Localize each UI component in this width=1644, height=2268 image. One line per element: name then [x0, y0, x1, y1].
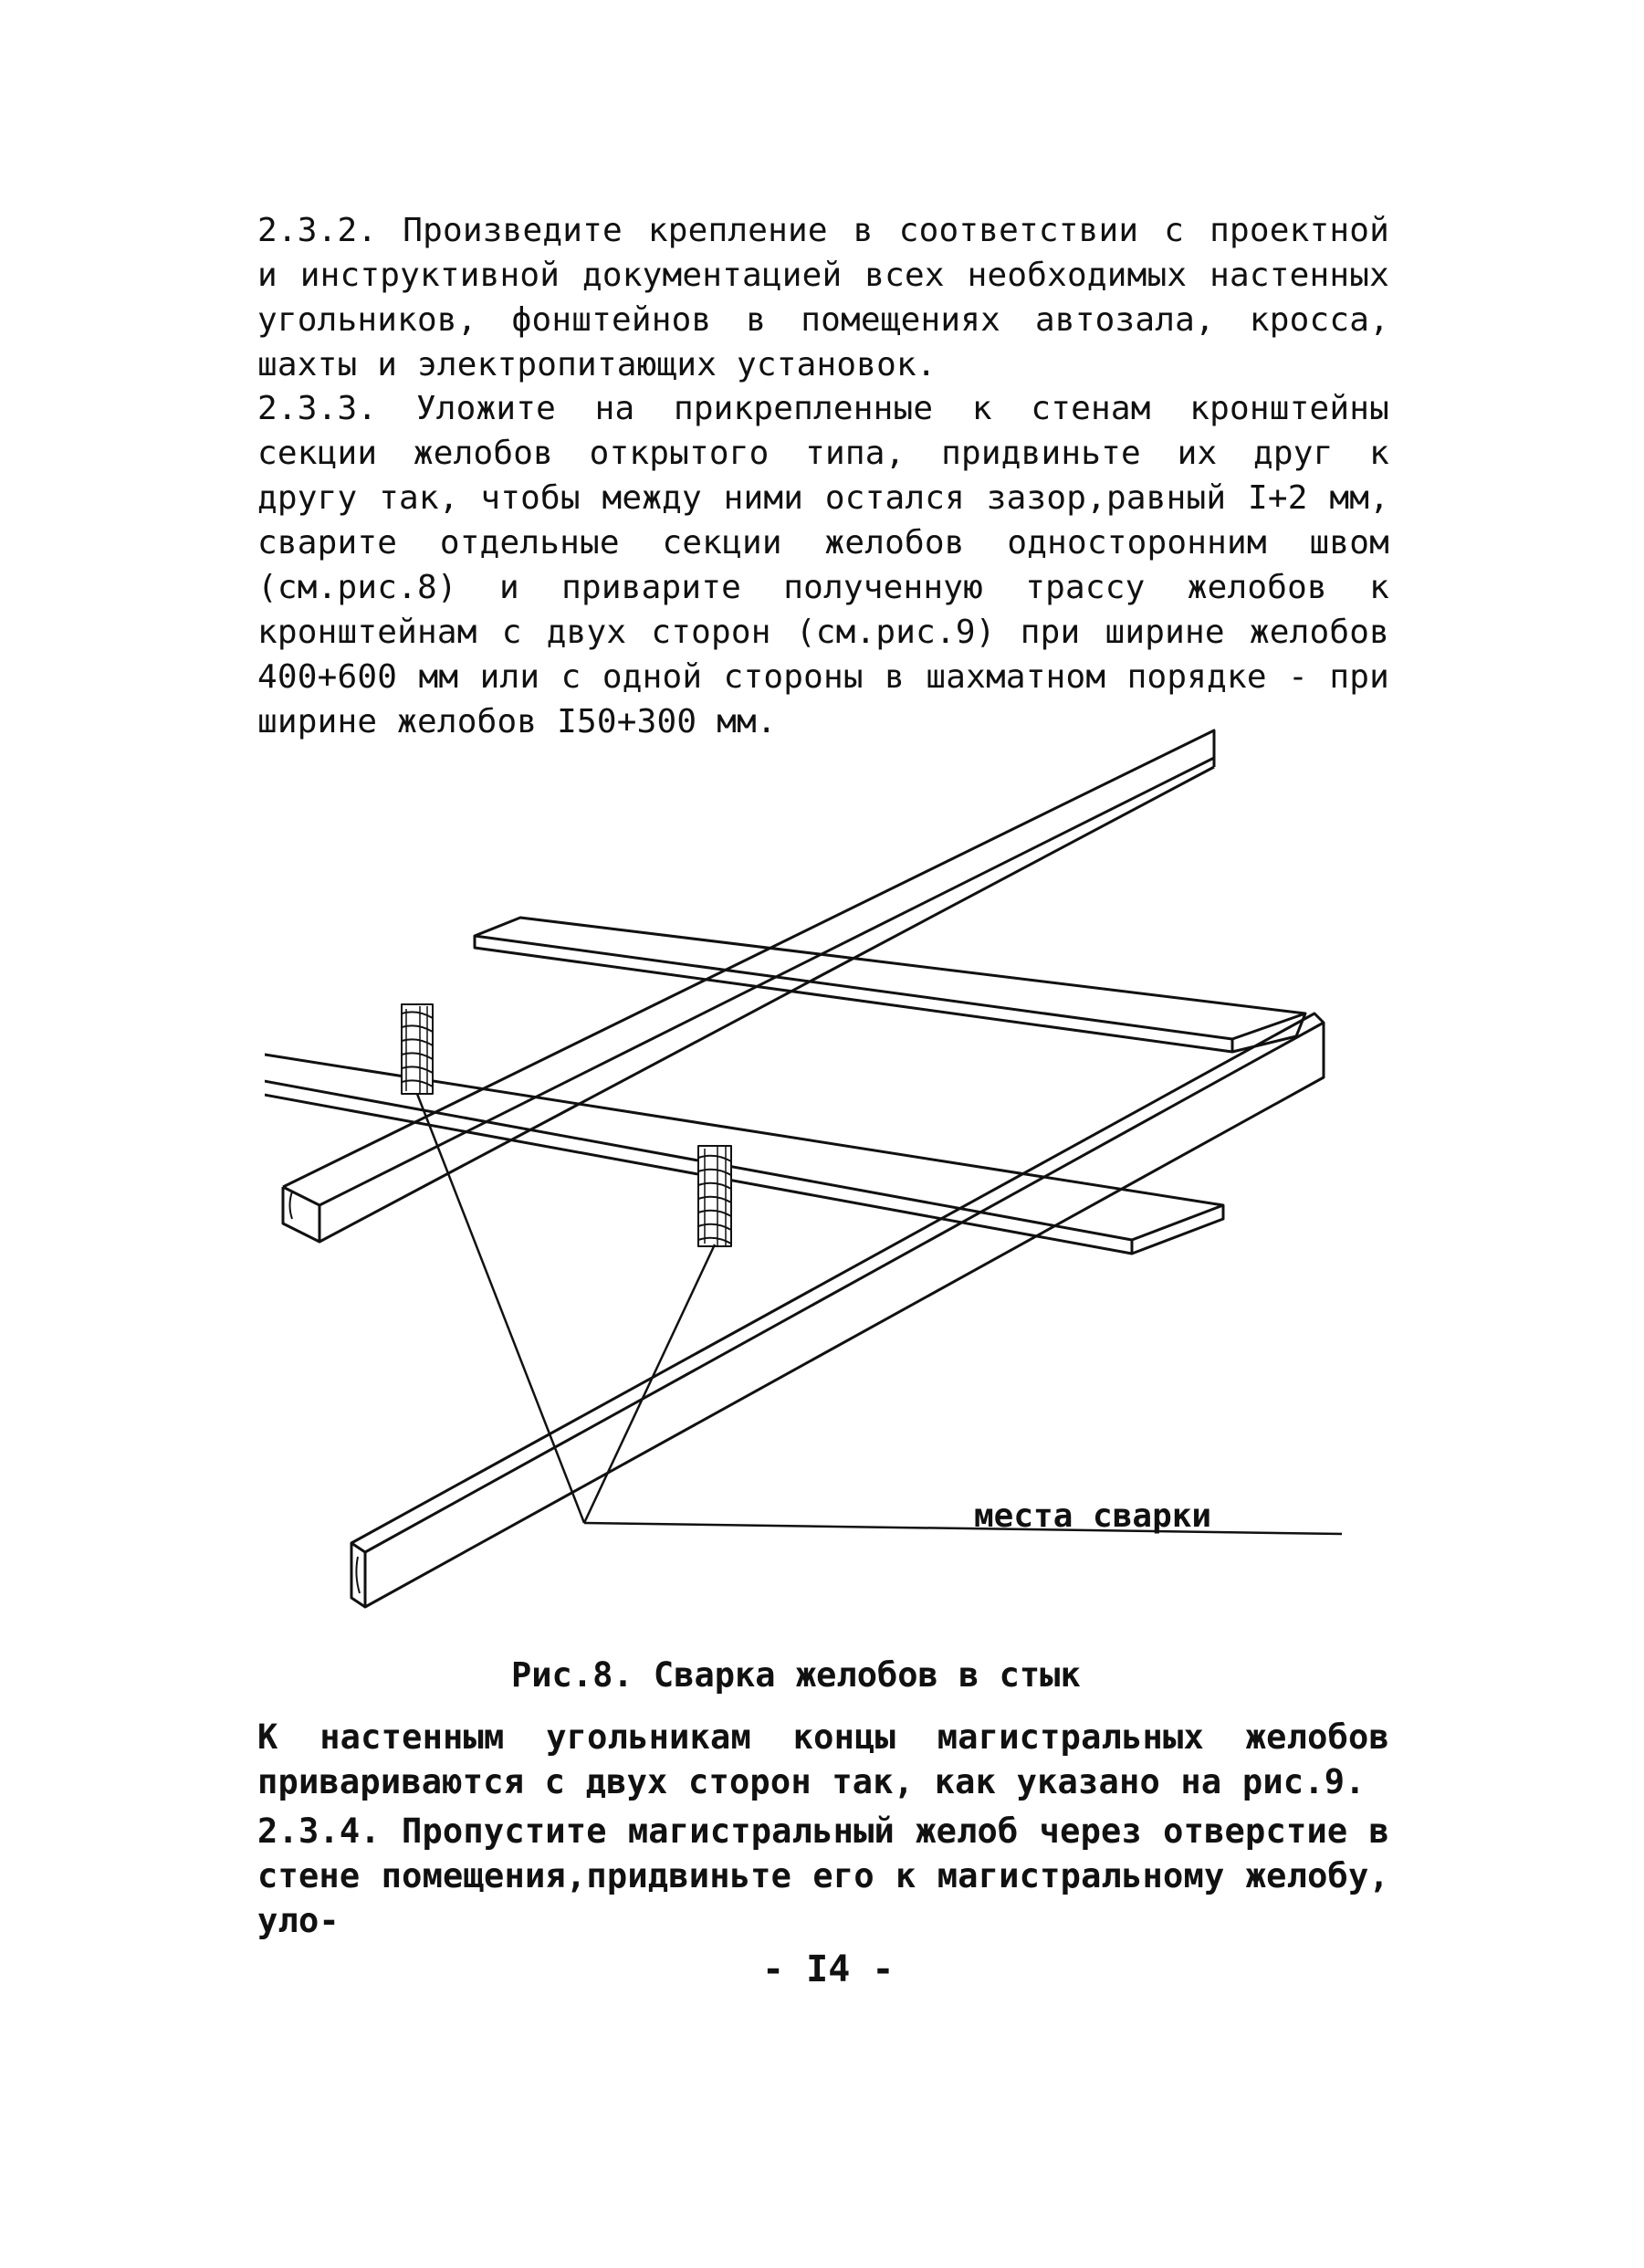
paragraph-2-3-4: 2.3.4. Пропустите магистральный желоб через отверстие в стене помещения,придвиньте его к магистральному желобу, уло- [257, 1811, 1389, 1940]
welding-figure [265, 712, 1360, 1616]
weld-callout-lines [417, 1094, 1342, 1534]
paragraph-2-3-2: 2.3.2. Произведите крепление в соответствии с проектной и инструктивной документацией всех необходимых настенных угольников, фонштейнов в помещениях автозала, кросса, шахты и электропитающих установок. [257, 212, 1389, 383]
figure-caption: Рис.8. Сварка желобов в стык [511, 1655, 1081, 1695]
weld-seam-left [402, 1004, 433, 1094]
weld-points-label: места сварки [974, 1497, 1212, 1535]
weld-seam-right [698, 1146, 731, 1246]
paragraph-2-3-3: 2.3.3. Уложите на прикрепленные к стенам кронштейны секции желобов открытого типа, придвиньте их друг к другу так, чтобы между ними остался зазор,равный I+2 мм, сварите отдельные секции желобов односторонним швом (см.рис.8) и приварите полученную трассу желобов к кронштейнам с двух сторон (см.рис.9) при ширине желобов 400+600 мм или с одной стороны в шахматном порядке - при ширине желобов I50+300 мм. [257, 390, 1389, 740]
page-number: - I4 - [762, 1948, 895, 1990]
paragraph-wall-angles: К настенным угольникам концы магистральных желобов привариваются с двух сторон так, как указано на рис.9. [257, 1717, 1389, 1801]
